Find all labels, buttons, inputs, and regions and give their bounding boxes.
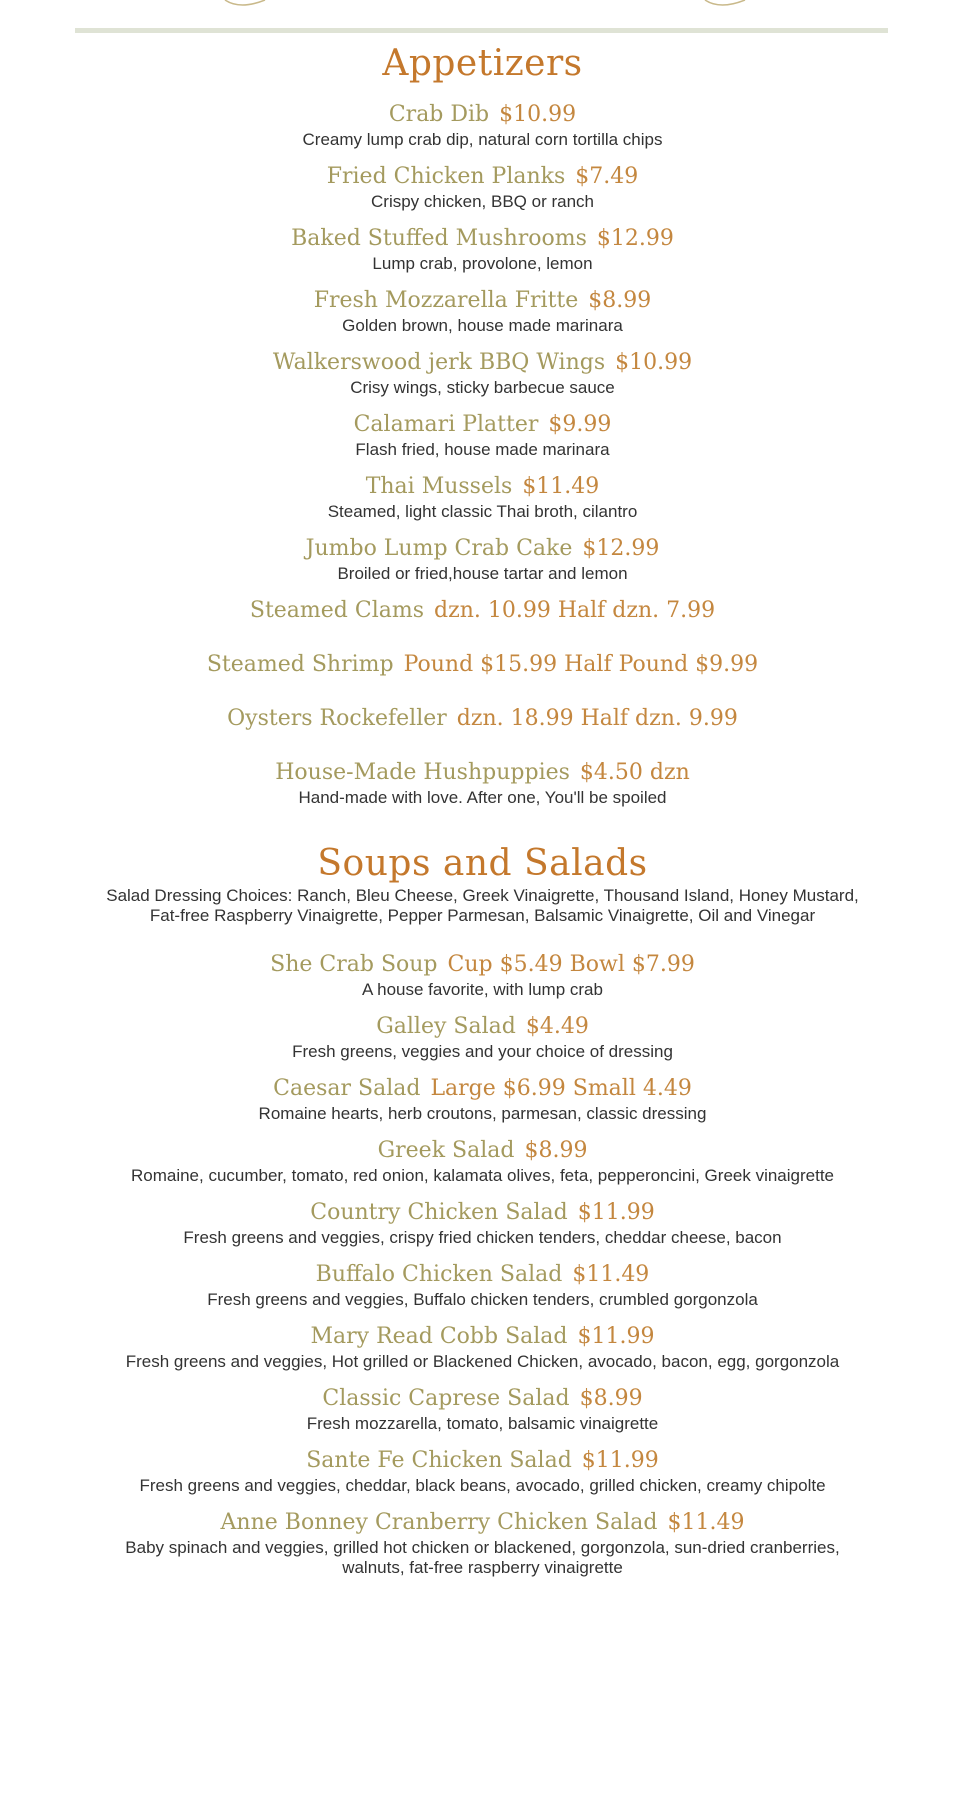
item-name: Calamari Platter — [353, 412, 539, 437]
item-price: $12.99 — [582, 536, 660, 561]
item-name: House-Made Hushpuppies — [275, 760, 570, 785]
item-price: $7.49 — [575, 164, 639, 189]
item-name: She Crab Soup — [270, 952, 438, 977]
item-description: Lump crab, provolone, lemon — [372, 254, 593, 273]
item-price: dzn. 18.99 Half dzn. 9.99 — [456, 706, 738, 731]
menu-item — [0, 950, 965, 1000]
item-price: Large $6.99 Small 4.49 — [430, 1076, 692, 1101]
item-description: Steamed, light classic Thai broth, cilantro — [327, 502, 638, 521]
menu-item — [0, 1198, 965, 1248]
item-name: Steamed Shrimp — [206, 652, 394, 677]
item-description: Crisy wings, sticky barbecue sauce — [350, 378, 615, 397]
item-description: Golden brown, house made marinara — [342, 316, 623, 335]
menu-item — [0, 472, 965, 522]
menu-item — [0, 704, 965, 734]
item-name: Jumbo Lump Crab Cake — [305, 536, 573, 561]
menu-item — [0, 286, 965, 336]
item-description: Broiled or fried,house tartar and lemon — [337, 564, 628, 583]
item-price: $8.99 — [588, 288, 652, 313]
item-price: $4.50 dzn — [579, 760, 690, 785]
menu-item — [0, 1012, 965, 1062]
item-name: Country Chicken Salad — [310, 1200, 568, 1225]
item-price: $11.99 — [577, 1324, 655, 1349]
menu-item — [0, 1446, 965, 1496]
item-price: Cup $5.49 Bowl $7.99 — [447, 952, 695, 977]
item-description: Romaine hearts, herb croutons, parmesan, classic dressing — [258, 1104, 707, 1123]
item-description: A house favorite, with lump crab — [362, 980, 603, 999]
item-price: dzn. 10.99 Half dzn. 7.99 — [434, 598, 716, 623]
item-price: $11.49 — [667, 1510, 745, 1535]
item-description: Fresh greens and veggies, crispy fried chicken tenders, cheddar cheese, bacon — [183, 1228, 782, 1247]
item-description: Fresh greens and veggies, cheddar, black beans, avocado, grilled chicken, creamy chipolte — [139, 1476, 826, 1495]
menu-item — [0, 650, 965, 680]
item-description: Fresh greens, veggies and your choice of dressing — [292, 1042, 673, 1061]
item-description: Baby spinach and veggies, grilled hot chicken or blackened, gorgonzola, sun-dried cranberries, walnuts, fat-free raspberry vinaigrette — [125, 1538, 840, 1577]
item-description: Fresh greens and veggies, Buffalo chicken tenders, crumbled gorgonzola — [207, 1290, 758, 1309]
item-price: $10.99 — [499, 102, 577, 127]
item-price: $11.99 — [581, 1448, 659, 1473]
menu-content — [0, 42, 965, 1578]
item-description: Crispy chicken, BBQ or ranch — [371, 192, 594, 211]
item-price: $4.49 — [525, 1014, 589, 1039]
menu-item — [0, 596, 965, 626]
item-description: Creamy lump crab dip, natural corn tortilla chips — [302, 130, 663, 149]
item-description: Fresh greens and veggies, Hot grilled or Blackened Chicken, avocado, bacon, egg, gorgonzola — [125, 1352, 840, 1371]
item-price: $11.99 — [577, 1200, 655, 1225]
item-name: Fried Chicken Planks — [326, 164, 566, 189]
item-name: Sante Fe Chicken Salad — [306, 1448, 572, 1473]
item-description: Flash fried, house made marinara — [355, 440, 610, 459]
item-price: $9.99 — [548, 412, 612, 437]
menu-item — [0, 1322, 965, 1372]
item-name: Buffalo Chicken Salad — [315, 1262, 563, 1287]
item-price: $10.99 — [615, 350, 693, 375]
menu-item — [0, 758, 965, 808]
item-name: Anne Bonney Cranberry Chicken Salad — [220, 1510, 658, 1535]
dressing-choices-note: Salad Dressing Choices: Ranch, Bleu Cheese, Greek Vinaigrette, Thousand Island, Honey Mustard, Fat-free Raspberry Vinaigrette, Pepper Parmesan, Balsamic Vinaigrette, Oil and Vinegar — [106, 886, 859, 925]
menu-item — [0, 162, 965, 212]
item-description: Fresh mozzarella, tomato, balsamic vinaigrette — [306, 1414, 659, 1433]
item-name: Caesar Salad — [273, 1076, 421, 1101]
item-price: $11.49 — [572, 1262, 650, 1287]
item-name: Galley Salad — [376, 1014, 516, 1039]
menu-item — [0, 534, 965, 584]
item-name: Mary Read Cobb Salad — [310, 1324, 568, 1349]
item-name: Baked Stuffed Mushrooms — [291, 226, 587, 251]
menu-item — [0, 100, 965, 150]
item-name: Walkerswood jerk BBQ Wings — [272, 350, 606, 375]
item-name: Thai Mussels — [365, 474, 513, 499]
top-divider — [75, 28, 888, 33]
item-name: Oysters Rockefeller — [227, 706, 447, 731]
menu-item — [0, 1384, 965, 1434]
item-price: $12.99 — [596, 226, 674, 251]
item-name: Steamed Clams — [249, 598, 425, 623]
item-name: Crab Dib — [388, 102, 490, 127]
menu-item — [0, 410, 965, 460]
soups-salads-title: Soups and Salads — [317, 843, 648, 884]
menu-item — [0, 348, 965, 398]
item-price: Pound $15.99 Half Pound $9.99 — [403, 652, 759, 677]
item-name: Classic Caprese Salad — [322, 1386, 570, 1411]
menu-item — [0, 1074, 965, 1124]
item-name: Fresh Mozzarella Fritte — [313, 288, 579, 313]
item-description: Hand-made with love. After one, You'll be spoiled — [298, 788, 667, 807]
top-ornament — [75, 0, 888, 12]
item-price: $11.49 — [522, 474, 600, 499]
item-price: $8.99 — [579, 1386, 643, 1411]
menu-item — [0, 1508, 965, 1578]
appetizers-title: Appetizers — [382, 43, 583, 84]
item-name: Greek Salad — [377, 1138, 515, 1163]
item-price: $8.99 — [524, 1138, 588, 1163]
item-description: Romaine, cucumber, tomato, red onion, kalamata olives, feta, pepperoncini, Greek vinaigrette — [130, 1166, 835, 1185]
menu-item — [0, 1260, 965, 1310]
menu-item — [0, 224, 965, 274]
menu-item — [0, 1136, 965, 1186]
